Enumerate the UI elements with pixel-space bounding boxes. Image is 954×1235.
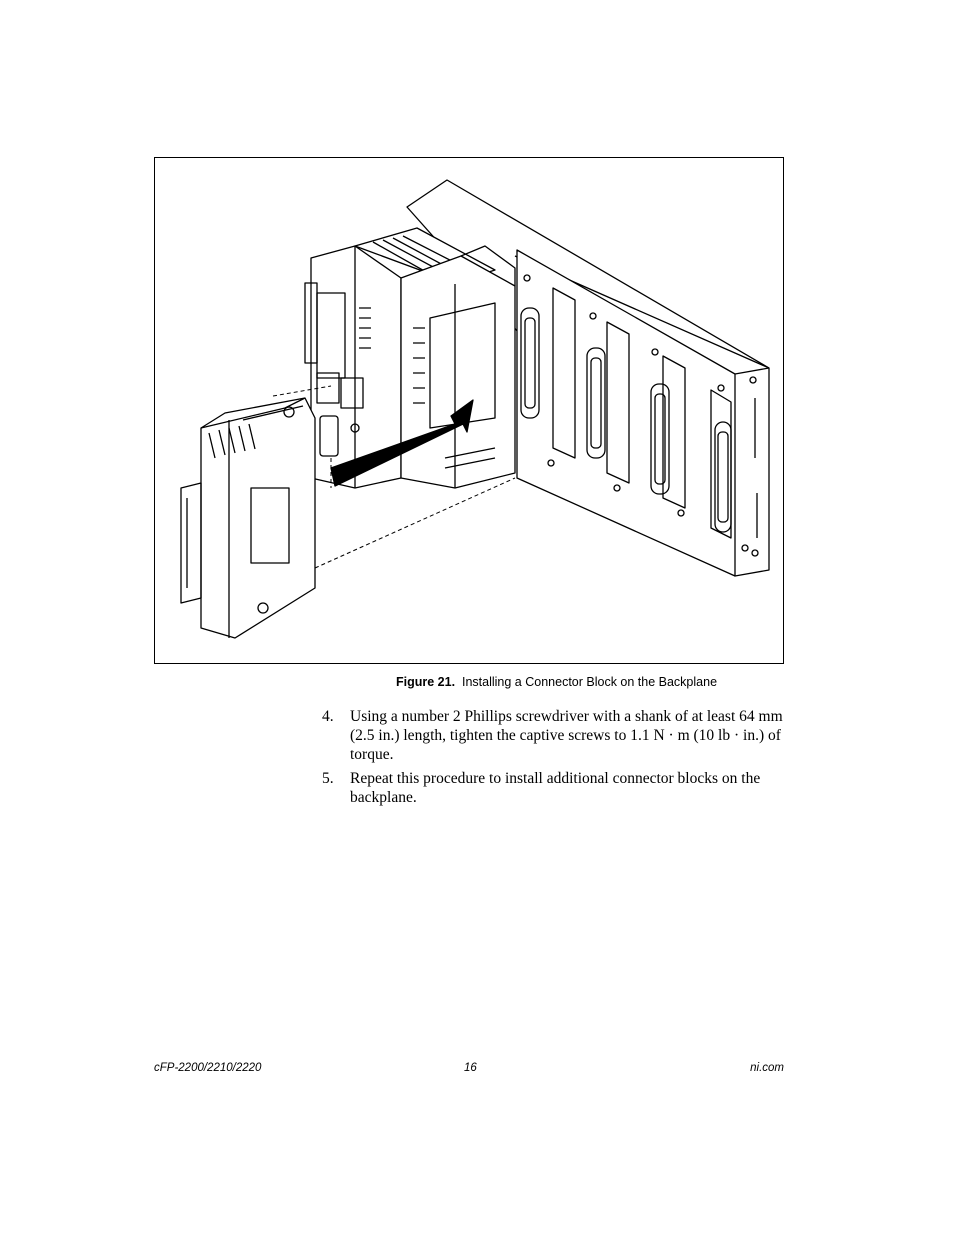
- step-4: [322, 707, 787, 764]
- step-5: [322, 769, 787, 807]
- footer-website: ni.com: [750, 1062, 784, 1074]
- footer-page-number: 16: [464, 1062, 477, 1074]
- figure-title: Installing a Connector Block on the Backplane: [462, 675, 718, 689]
- figure-caption: [396, 675, 717, 689]
- step-number: 5.: [322, 770, 334, 787]
- figure-21-illustration: [154, 157, 784, 664]
- step-number: 4.: [322, 708, 334, 725]
- figure-label: Figure 21.: [396, 675, 456, 689]
- step-text: Using a number 2 Phillips screwdriver with a shank of at least 64 mm (2.5 in.) length, tighten the captive screws to 1.1 N · m (10 lb · in.) of torque.: [350, 708, 783, 763]
- footer-product: cFP-2200/2210/2220: [154, 1062, 262, 1074]
- connector-block-drawing: [181, 398, 315, 638]
- step-text: Repeat this procedure to install additional connector blocks on the backplane.: [350, 770, 761, 806]
- io-module-drawing: [401, 246, 515, 488]
